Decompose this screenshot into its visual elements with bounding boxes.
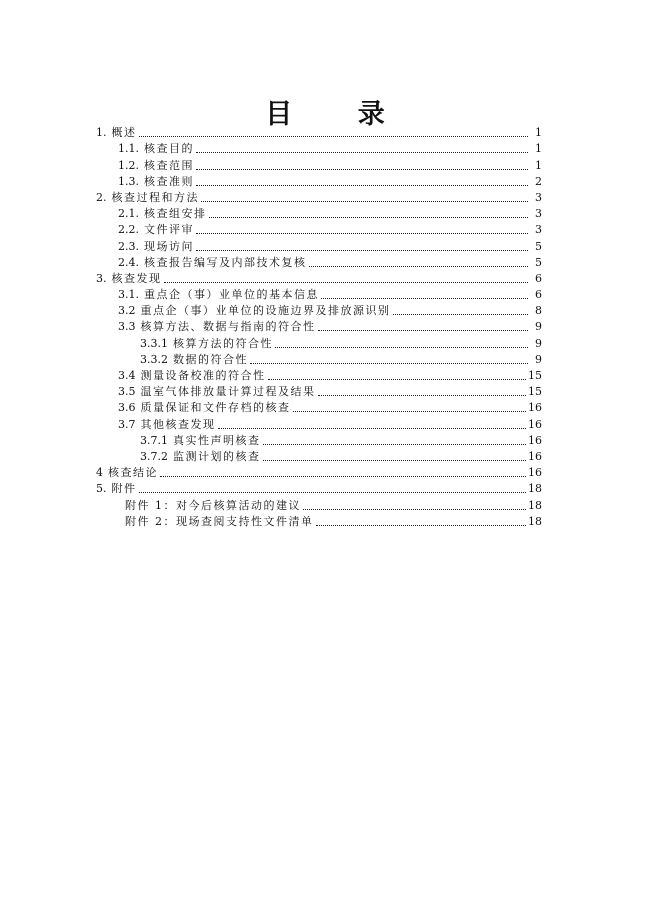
toc-entry-number: 3.3.1 [140,336,168,350]
toc-entry-page: 3 [535,223,542,237]
toc-entry[interactable] [96,124,542,140]
toc-entry[interactable] [96,415,542,431]
table-of-contents [96,124,542,529]
dot-leader [318,395,527,396]
dot-leader [196,152,528,153]
toc-entry-page: 1 [535,142,542,156]
toc-entry-page: 5 [535,255,542,269]
toc-entry-number: 1.1. [118,142,139,156]
dot-leader [303,509,526,510]
toc-entry-number: 3.1. [118,288,139,302]
dot-leader [309,266,529,267]
dot-leader [275,347,528,348]
dot-leader [196,233,528,234]
toc-entry[interactable] [96,189,542,205]
toc-entry-text: 核查准则 [144,174,194,188]
toc-entry-number: 3.4 [118,369,136,382]
dot-leader [318,330,529,331]
toc-entry-page: 16 [528,466,542,480]
toc-entry-page: 16 [528,401,542,415]
toc-entry[interactable] [96,399,542,415]
toc-entry-number: 2.2. [118,223,139,237]
toc-entry-number: 3.2 [118,304,136,318]
dot-leader [139,492,527,493]
toc-entry-text: 核算方法的符合性 [173,336,273,350]
dot-leader [293,411,527,412]
toc-entry-text: 附件 [111,482,137,496]
toc-entry-number: 1.2. [118,158,139,172]
toc-entry[interactable] [96,286,542,302]
toc-entry[interactable] [96,221,542,237]
toc-entry[interactable] [96,270,542,286]
dot-leader [393,314,529,315]
toc-entry[interactable] [96,237,542,253]
toc-entry-text: 核算方法、数据与指南的符合性 [140,320,316,334]
toc-entry-text: 测量设备校准的符合性 [140,369,266,382]
toc-entry-number: 3.6 [118,401,136,415]
toc-entry[interactable] [96,383,542,399]
toc-entry-page: 5 [535,239,542,253]
dot-leader [196,250,528,251]
toc-entry-page: 18 [528,498,542,512]
dot-leader [250,363,528,364]
dot-leader [201,201,528,202]
toc-entry-number: 3.7.2 [140,449,168,463]
toc-entry-text: 数据的符合性 [173,352,248,366]
toc-entry-page: 1 [535,126,542,140]
toc-entry-text: 核查报告编写及内部技术复核 [144,255,307,269]
toc-entry-page: 3 [535,207,542,221]
toc-entry-page: 18 [528,514,542,528]
dot-leader [316,525,527,526]
dot-leader [263,444,527,445]
toc-entry[interactable] [96,351,542,367]
dot-leader [139,136,529,137]
toc-entry-page: 15 [528,369,542,382]
toc-entry-text: 重点企（事）业单位的基本信息 [144,288,319,302]
toc-entry-page: 6 [535,288,542,302]
toc-entry[interactable] [96,140,542,156]
toc-entry-number: 3.7.1 [140,433,168,447]
toc-entry-text: 现场访问 [144,239,194,253]
toc-entry[interactable] [96,448,542,464]
toc-entry-number: 3. [96,271,107,285]
toc-entry[interactable] [96,318,542,334]
toc-entry-text: 监测计划的核查 [173,449,261,463]
toc-entry-number: 3.5 [118,385,136,399]
toc-entry-number: 4 [96,466,103,480]
dot-leader [160,476,526,477]
dot-leader [268,379,527,380]
toc-entry[interactable] [96,254,542,270]
dot-leader [164,282,529,283]
toc-entry-text: 概述 [111,126,137,140]
toc-entry-page: 9 [535,336,542,350]
toc-entry[interactable] [96,302,542,318]
toc-entry-number: 1. [96,126,107,140]
dot-leader [218,428,527,429]
toc-entry-text: 质量保证和文件存档的核查 [140,401,291,415]
dot-leader [196,169,528,170]
toc-entry[interactable] [96,432,542,448]
toc-entry-number: 2. [96,190,107,204]
toc-entry-text: 核查范围 [144,158,194,172]
toc-entry-text: 核查目的 [144,142,194,156]
toc-entry[interactable] [96,367,542,383]
toc-entry-page: 9 [535,352,542,366]
toc-entry-number: 3.3 [118,320,136,334]
toc-entry-text: 温室气体排放量计算过程及结果 [140,385,316,399]
toc-entry[interactable] [96,205,542,221]
toc-entry[interactable] [96,480,542,496]
toc-entry[interactable] [96,334,542,350]
toc-entry-text: 核查结论 [108,466,158,480]
toc-entry-number: 2.1. [118,207,139,221]
toc-entry[interactable] [96,464,542,480]
toc-entry-text: 附件 2：现场查阅支持性文件清单 [125,514,314,528]
toc-entry-page: 16 [528,449,542,463]
dot-leader [196,185,528,186]
dot-leader [321,298,528,299]
toc-entry-text: 文件评审 [144,223,194,237]
toc-entry[interactable] [96,513,542,529]
toc-entry-page: 2 [535,174,542,188]
dot-leader [209,217,529,218]
toc-entry[interactable] [96,173,542,189]
dot-leader [263,460,527,461]
toc-entry[interactable] [96,496,542,512]
toc-title: 目 录 [265,99,413,130]
toc-entry-page: 8 [535,304,542,318]
toc-entry-page: 16 [528,417,542,431]
toc-entry-text: 真实性声明核查 [173,433,261,447]
toc-entry-text: 核查组安排 [144,207,207,221]
toc-entry-page: 15 [528,385,542,399]
toc-entry-text: 附件 1：对今后核算活动的建议 [125,498,301,512]
toc-entry-number: 2.4. [118,255,139,269]
toc-entry-page: 6 [535,271,542,285]
toc-entry-number: 1.3. [118,174,139,188]
toc-entry-page: 16 [528,433,542,447]
toc-entry[interactable] [96,156,542,172]
toc-entry-number: 3.3.2 [140,352,168,366]
toc-entry-text: 重点企（事）业单位的设施边界及排放源识别 [140,304,391,318]
toc-entry-number: 5. [96,482,107,496]
toc-entry-page: 3 [535,190,542,204]
toc-entry-number: 2.3. [118,239,139,253]
toc-entry-text: 核查过程和方法 [111,190,199,204]
toc-entry-number: 3.7 [118,417,136,431]
toc-entry-text: 核查发现 [111,271,162,285]
toc-entry-page: 9 [535,320,542,334]
toc-entry-page: 1 [535,158,542,172]
toc-entry-text: 其他核查发现 [140,417,216,431]
toc-entry-page: 18 [528,482,542,496]
